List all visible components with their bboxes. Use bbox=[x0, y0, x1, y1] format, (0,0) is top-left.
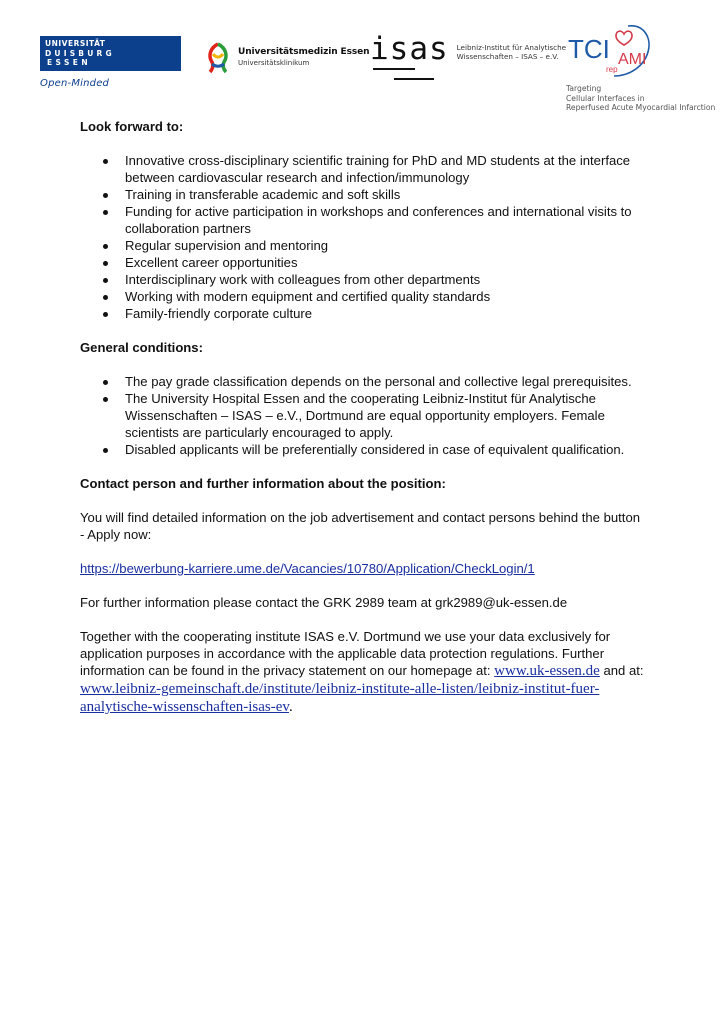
isas-line2: Wissenschaften – ISAS – e.V. bbox=[456, 52, 559, 61]
ume-title: Universitätsmedizin Essen bbox=[238, 47, 370, 57]
list-item: Funding for active participation in workshops and conferences and international visits to collaboration partners bbox=[80, 203, 645, 237]
tci-main-text: TCI bbox=[568, 34, 610, 64]
list-item: The University Hospital Essen and the cooperating Leibniz-Institut für Analytische Wissenschaften – ISAS – e.V., Dortmund are equal opportunity employers. Female scientists are particularly encouraged to apply. bbox=[80, 390, 645, 441]
isas-line1: Leibniz-Institut für Analytische bbox=[456, 43, 567, 52]
tci-rep-text: rep bbox=[606, 65, 618, 74]
bullet-icon bbox=[103, 244, 108, 249]
list-item: Disabled applicants will be preferentially considered in case of equivalent qualification. bbox=[80, 441, 645, 458]
isas-wordmark: isas bbox=[370, 31, 449, 67]
conditions-list bbox=[80, 373, 645, 458]
document-body bbox=[80, 118, 645, 716]
look-forward-list bbox=[80, 152, 645, 322]
bullet-icon bbox=[103, 210, 108, 215]
list-item: The pay grade classification depends on the personal and collective legal prerequisites. bbox=[80, 373, 645, 390]
list-item: Regular supervision and mentoring bbox=[80, 237, 645, 254]
bullet-icon bbox=[103, 159, 108, 164]
tci-line3: Reperfused Acute Myocardial Infarction bbox=[566, 103, 716, 113]
bullet-icon bbox=[103, 397, 108, 402]
apply-link[interactable]: https://bewerbung-karriere.ume.de/Vacancies/10780/Application/CheckLogin/1 bbox=[80, 561, 535, 576]
isas-logo bbox=[370, 31, 567, 90]
list-item: Family-friendly corporate culture bbox=[80, 305, 645, 322]
list-item: Working with modern equipment and certified quality standards bbox=[80, 288, 645, 305]
ume-subtitle: Universitätsklinikum bbox=[238, 59, 310, 67]
bullet-icon bbox=[103, 380, 108, 385]
list-item: Innovative cross-disciplinary scientific training for PhD and MD students at the interface between cardiovascular research and infection/immunology bbox=[80, 152, 645, 186]
ude-line2: DUISBURG bbox=[45, 48, 115, 58]
further-info-text: For further information please contact the GRK 2989 team at grk2989@uk-essen.de bbox=[80, 595, 568, 610]
ume-emblem-icon bbox=[204, 42, 232, 74]
bullet-icon bbox=[103, 295, 108, 300]
bullet-icon bbox=[103, 278, 108, 283]
ude-line1: UNIVERSITÄT bbox=[45, 39, 106, 48]
uk-essen-link[interactable]: www.uk-essen.de bbox=[494, 663, 600, 679]
list-item: Interdisciplinary work with colleagues from other departments bbox=[80, 271, 645, 288]
tci-ami-text: AMI bbox=[618, 51, 647, 68]
contact-intro: You will find detailed information on the job advertisement and contact persons behind the button - Apply now: bbox=[80, 510, 641, 542]
ude-tagline: Open-Minded bbox=[40, 78, 110, 89]
tci-line1: Targeting bbox=[566, 84, 602, 93]
ude-line3: ESSEN bbox=[47, 58, 91, 67]
tci-repami-emblem-icon bbox=[566, 20, 656, 82]
bullet-icon bbox=[103, 261, 108, 266]
list-item: Training in transferable academic and soft skills bbox=[80, 186, 645, 203]
bullet-icon bbox=[103, 193, 108, 198]
tci-repami-logo bbox=[566, 20, 716, 113]
ude-logo bbox=[40, 36, 181, 89]
conditions-heading: General conditions: bbox=[80, 340, 203, 355]
logo-header bbox=[0, 0, 720, 118]
ume-logo bbox=[204, 42, 369, 74]
ude-logo-box bbox=[40, 36, 181, 71]
look-forward-heading: Look forward to: bbox=[80, 119, 184, 134]
leibniz-link[interactable]: www.leibniz-gemeinschaft.de/institute/leibniz-institute-alle-listen/leibniz-institut-fuer-analytische-wissenschaften-isas-ev bbox=[80, 681, 600, 715]
bullet-icon bbox=[103, 312, 108, 317]
isas-bars-icon bbox=[370, 64, 449, 90]
list-item: Excellent career opportunities bbox=[80, 254, 645, 271]
bullet-icon bbox=[103, 448, 108, 453]
privacy-paragraph: Together with the cooperating institute ISAS e.V. Dortmund we use your data exclusively for application purposes in accordance with the applicable data protection regulations. Further information can be found in the privacy statement on our homepage at: www.uk-essen.de and at: www.leibniz-gemeinschaft.de/institute/leibniz-institute-alle-listen/leibniz-institut-fuer-analytische-wissenschaften-isas-ev. bbox=[80, 629, 644, 715]
contact-heading: Contact person and further information about the position: bbox=[80, 476, 446, 491]
tci-line2: Cellular Interfaces in bbox=[566, 93, 645, 103]
